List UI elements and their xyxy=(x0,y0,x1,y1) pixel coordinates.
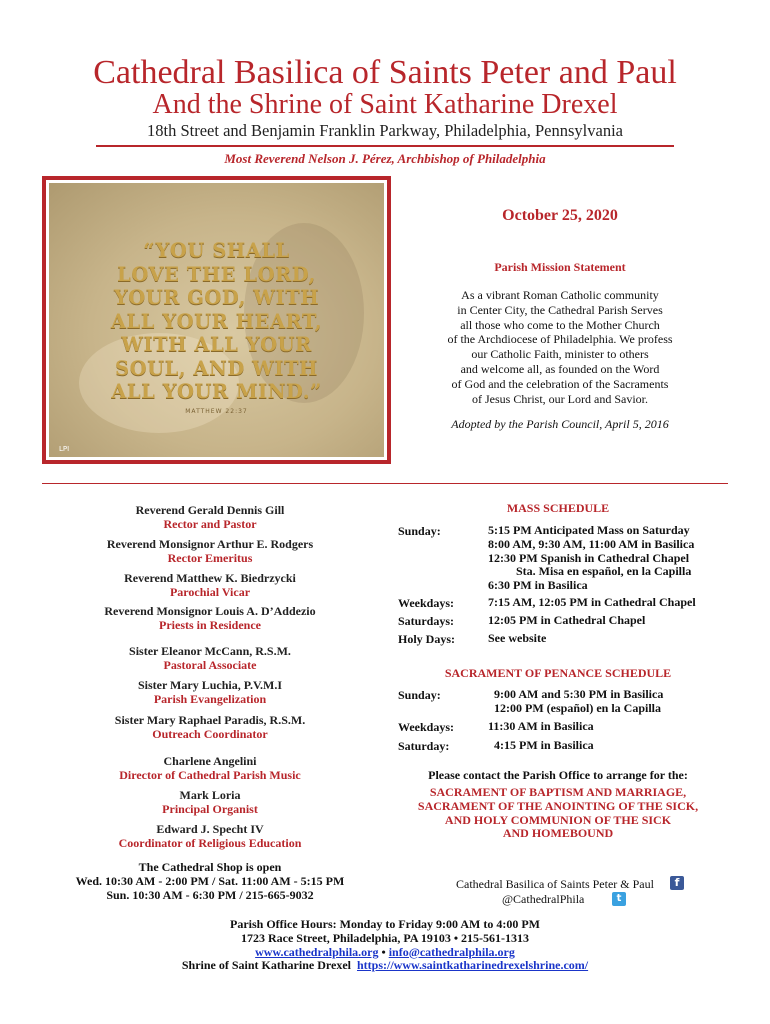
shop-line: Wed. 10:30 AM - 2:00 PM / Sat. 11:00 AM - 5:15 PM xyxy=(75,873,345,888)
staff-name: Charlene Angelini xyxy=(163,754,257,768)
staff-name: Sister Eleanor McCann, R.S.M. xyxy=(129,644,291,658)
quote-line: ALL YOUR HEART, xyxy=(110,309,323,333)
shop-line: Sun. 10:30 AM - 6:30 PM / 215-665-9032 xyxy=(106,887,314,902)
staff-name: Sister Mary Luchia, P.V.M.I xyxy=(137,678,283,692)
staff-role: Director of Cathedral Parish Music xyxy=(119,768,301,782)
staff-role: Pastoral Associate xyxy=(163,658,257,672)
sacrament-line: AND HOLY COMMUNION OF THE SICK xyxy=(444,812,672,827)
twitter-icon[interactable]: t xyxy=(612,892,626,906)
section-divider xyxy=(42,483,728,484)
mission-line: in Center City, the Cathedral Parish Serves xyxy=(457,302,663,317)
sacrament-line: AND HOMEBOUND xyxy=(502,826,614,841)
header-divider xyxy=(96,145,674,147)
mission-line: all those who come to the Mother Church xyxy=(460,317,660,332)
mass-time-line: 5:15 PM Anticipated Mass on Saturday xyxy=(488,523,690,537)
staff-entry xyxy=(70,644,350,672)
penance-schedule-heading: SACRAMENT OF PENANCE SCHEDULE xyxy=(444,666,672,680)
penance-sunday-times xyxy=(494,688,663,716)
penance-sunday-label: Sunday: xyxy=(398,688,441,702)
mission-adopted-note: Adopted by the Parish Council, April 5, 2016 xyxy=(451,417,669,431)
contact-note: Please contact the Parish Office to arrange for the: xyxy=(428,768,688,782)
penance-weekdays-times: 11:30 AM in Basilica xyxy=(488,719,594,733)
quote-line: YOUR GOD, WITH xyxy=(113,286,320,309)
quote-line: LOVE THE LORD, xyxy=(117,262,316,286)
parish-office-footer xyxy=(0,918,770,973)
mass-sunday-times xyxy=(488,524,694,593)
shrine-subtitle: And the Shrine of Saint Katharine Drexel xyxy=(152,89,618,120)
staff-role: Rector and Pastor xyxy=(163,517,257,531)
street-address: 18th Street and Benjamin Franklin Parkway, Philadelphia, Pennsylvania xyxy=(147,121,623,140)
separator: • xyxy=(378,944,389,959)
mass-time-line: Sta. Misa en español, en la Capilla xyxy=(516,564,692,579)
mass-holydays-label: Holy Days: xyxy=(398,632,455,646)
staff-name: Mark Loria xyxy=(179,788,241,802)
mission-line: of the Archdiocese of Philadelphia. We profess xyxy=(447,332,673,347)
penance-time-line: 12:00 PM (español) en la Capilla xyxy=(494,700,661,715)
staff-entry xyxy=(70,822,350,850)
staff-entry xyxy=(70,713,350,741)
mission-line: and welcome all, as founded on the Word xyxy=(460,361,660,376)
penance-time-line: 9:00 AM and 5:30 PM in Basilica xyxy=(494,687,664,701)
scripture-quote xyxy=(49,239,384,404)
shrine-link[interactable]: https://www.saintkatharinedrexelshrine.com/ xyxy=(356,958,589,973)
twitter-handle[interactable]: @CathedralPhila xyxy=(502,892,585,906)
mass-weekdays-times: 7:15 AM, 12:05 PM in Cathedral Chapel xyxy=(488,595,696,609)
website-link[interactable]: www.cathedralphila.org xyxy=(255,944,379,959)
bulletin-date: October 25, 2020 xyxy=(502,207,618,224)
email-link[interactable]: info@cathedralphila.org xyxy=(388,944,515,959)
mission-line: As a vibrant Roman Catholic community xyxy=(461,288,659,302)
staff-entry xyxy=(70,503,350,531)
cathedral-shop-hours xyxy=(40,861,380,902)
staff-role: Parish Evangelization xyxy=(153,692,267,706)
penance-weekdays-label: Weekdays: xyxy=(398,720,455,734)
penance-saturday-times: 4:15 PM in Basilica xyxy=(494,738,594,752)
mass-weekdays-label: Weekdays: xyxy=(398,596,455,610)
office-address: 1723 Race Street, Philadelphia, PA 19103 • 215-561-1313 xyxy=(240,930,530,945)
staff-name: Edward J. Specht IV xyxy=(156,822,264,836)
sacrament-line: SACRAMENT OF BAPTISM AND MARRIAGE, xyxy=(429,785,687,799)
mass-holydays-times: See website xyxy=(488,631,547,645)
sacrament-line: SACRAMENT OF THE ANOINTING OF THE SICK, xyxy=(417,798,699,813)
facebook-icon[interactable]: f xyxy=(670,876,684,890)
mass-time-line: 8:00 AM, 9:30 AM, 11:00 AM in Basilica xyxy=(488,536,695,551)
sacraments-list xyxy=(398,786,718,841)
publisher-logo: LPI xyxy=(59,445,70,453)
office-hours: Parish Office Hours: Monday to Friday 9:00 AM to 4:00 PM xyxy=(230,917,540,931)
staff-role: Parochial Vicar xyxy=(169,585,251,599)
staff-role: Priests in Residence xyxy=(159,618,261,632)
mass-time-line: 6:30 PM in Basilica xyxy=(488,578,588,593)
archbishop-line: Most Reverend Nelson J. Pérez, Archbishop of Philadelphia xyxy=(224,151,546,166)
staff-entry xyxy=(70,754,350,782)
staff-name: Reverend Gerald Dennis Gill xyxy=(135,503,285,517)
mission-statement xyxy=(400,288,720,406)
mass-saturdays-label: Saturdays: xyxy=(398,614,455,628)
staff-name: Reverend Monsignor Arthur E. Rodgers xyxy=(106,537,314,551)
staff-entry xyxy=(70,537,350,565)
staff-name: Sister Mary Raphael Paradis, R.S.M. xyxy=(114,713,306,727)
staff-role: Coordinator of Religious Education xyxy=(118,836,302,850)
mass-saturdays-times: 12:05 PM in Cathedral Chapel xyxy=(488,613,646,627)
staff-role: Rector Emeritus xyxy=(167,551,253,565)
penance-saturday-label: Saturday: xyxy=(398,739,450,753)
mass-schedule-heading: MASS SCHEDULE xyxy=(506,501,610,515)
facebook-handle[interactable]: Cathedral Basilica of Saints Peter & Paul xyxy=(456,877,654,891)
quote-citation: MATTHEW 22:37 xyxy=(185,408,248,415)
mission-heading: Parish Mission Statement xyxy=(494,260,626,274)
quote-line: WITH ALL YOUR xyxy=(121,333,312,356)
shrine-label: Shrine of Saint Katharine Drexel xyxy=(181,958,351,973)
scripture-quote-image xyxy=(42,176,391,464)
staff-name: Reverend Matthew K. Biedrzycki xyxy=(124,571,296,585)
mission-line: of Jesus Christ, our Lord and Savior. xyxy=(472,391,648,406)
quote-line: “YOU SHALL xyxy=(143,239,290,262)
quote-panel xyxy=(49,183,384,457)
quote-line: SOUL, AND WITH xyxy=(115,356,318,380)
staff-role: Principal Organist xyxy=(162,802,258,816)
mass-time-line: 12:30 PM Spanish in Cathedral Chapel xyxy=(488,550,690,565)
quote-line: ALL YOUR MIND.” xyxy=(111,380,322,403)
mission-line: our Catholic Faith, minister to others xyxy=(471,347,649,362)
staff-entry xyxy=(70,571,350,599)
shop-line: The Cathedral Shop is open xyxy=(138,860,282,874)
mass-sunday-label: Sunday: xyxy=(398,524,441,538)
staff-role: Outreach Coordinator xyxy=(152,727,268,741)
web-contact-line xyxy=(0,946,770,960)
staff-entry xyxy=(70,788,350,816)
cathedral-title: Cathedral Basilica of Saints Peter and Paul xyxy=(93,54,677,91)
mission-line: of God and the celebration of the Sacraments xyxy=(451,376,669,391)
staff-name: Reverend Monsignor Louis A. D’Addezio xyxy=(104,604,316,618)
shrine-line xyxy=(0,959,770,973)
staff-entry xyxy=(70,678,350,706)
staff-entry xyxy=(70,604,350,632)
